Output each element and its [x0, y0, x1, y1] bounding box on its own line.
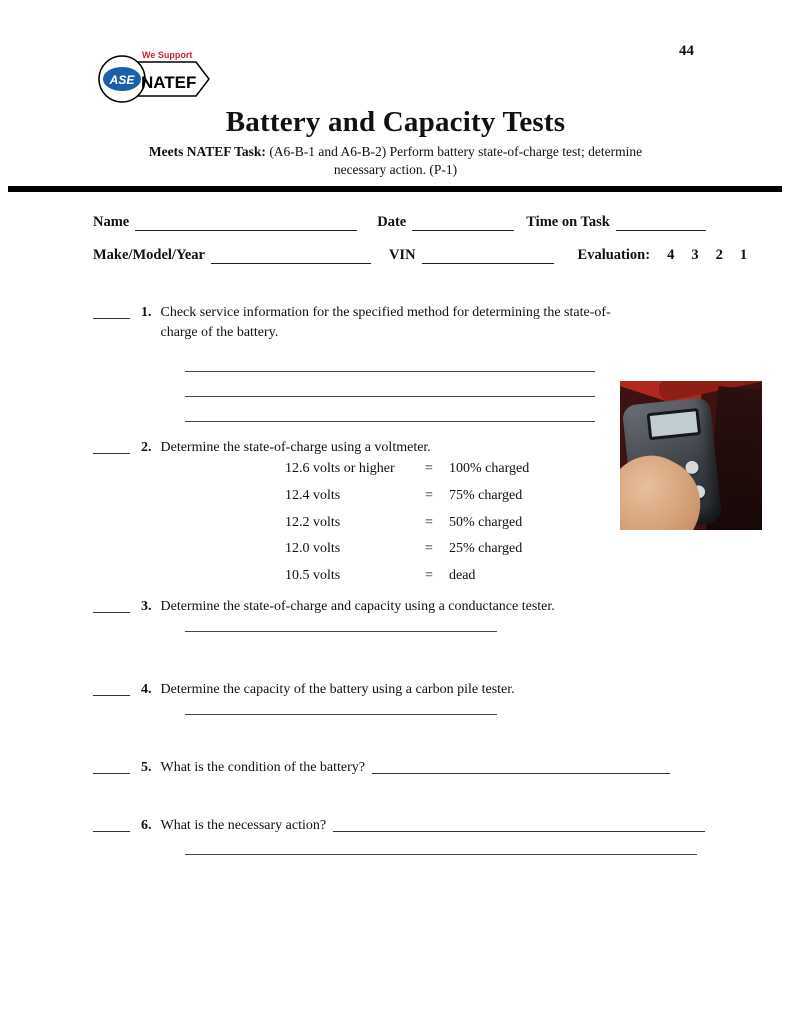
natef-task-label: Meets NATEF Task:: [148, 144, 266, 159]
question-2-text: Determine the state-of-charge using a voltmeter.: [160, 440, 431, 455]
page-number: 44: [679, 43, 694, 59]
vin-label: VIN: [388, 247, 416, 263]
form-row-vehicle: [93, 247, 747, 264]
name-blank: [135, 215, 357, 231]
make-model-year-label: Make/Model/Year: [93, 247, 205, 263]
question-4-text: Determine the capacity of the battery using a carbon pile tester.: [160, 682, 515, 697]
equals-sign: =: [425, 461, 433, 476]
question-3-text: Determine the state-of-charge and capacity using a conductance tester.: [160, 599, 555, 614]
question-5-text: What is the condition of the battery?: [160, 760, 365, 775]
question-3-number: 3.: [141, 599, 152, 614]
natef-task-description: (A6-B-1 and A6-B-2) Perform battery state-of-charge test; determine: [269, 144, 643, 159]
voltage-row-5: [285, 568, 529, 595]
charge-value: 75% charged: [449, 487, 523, 503]
question-2: [93, 438, 431, 458]
voltage-row-3: [285, 515, 529, 542]
time-on-task-label: Time on Task: [526, 214, 610, 230]
make-model-year-blank: [211, 248, 371, 264]
question-6-text: What is the necessary action?: [160, 818, 327, 833]
evaluation-label: Evaluation:: [577, 247, 651, 263]
charge-value: 100% charged: [449, 461, 530, 476]
voltage-chart: [285, 461, 529, 595]
question-2-number: 2.: [141, 440, 152, 455]
question-5-check-blank: [93, 758, 130, 774]
natef-logo-graphic: [94, 44, 218, 104]
question-5: [93, 758, 670, 778]
charge-value: dead: [449, 568, 476, 584]
voltage-value: 12.6 volts or higher: [285, 461, 395, 476]
question-1: [93, 303, 611, 343]
question-6-number: 6.: [141, 818, 152, 833]
voltage-value: 12.4 volts: [285, 487, 341, 503]
equals-sign: =: [425, 487, 433, 503]
question-6: [93, 816, 705, 836]
natef-logo: [94, 44, 218, 104]
voltage-value: 12.2 volts: [285, 514, 341, 530]
time-on-task-blank: [616, 215, 706, 231]
natef-task-line2: necessary action. (P-1): [333, 162, 458, 177]
charge-value: 25% charged: [449, 541, 523, 557]
form-row-identity: [93, 214, 706, 231]
date-label: Date: [377, 214, 407, 230]
equals-sign: =: [425, 541, 433, 557]
question-3: [93, 597, 555, 617]
page-title: Battery and Capacity Tests: [225, 106, 566, 138]
evaluation-score-3: 3: [691, 247, 699, 263]
evaluation-score-4: 4: [667, 247, 675, 263]
equals-sign: =: [425, 514, 433, 530]
question-4-write-line: [185, 714, 497, 715]
question-6-check-blank: [93, 816, 130, 832]
tester-lcd-screen: [647, 408, 702, 440]
question-6-write-line: [185, 854, 697, 855]
question-2-check-blank: [93, 438, 130, 454]
evaluation-score-2: 2: [715, 247, 723, 263]
voltage-value: 10.5 volts: [285, 568, 341, 584]
natef-text: NATEF: [141, 73, 197, 92]
question-3-check-blank: [93, 597, 130, 613]
question-5-answer-blank: [372, 758, 670, 774]
name-label: Name: [93, 214, 130, 230]
date-blank: [412, 215, 514, 231]
header-divider: [8, 186, 782, 192]
question-4-number: 4.: [141, 682, 152, 697]
voltage-value: 12.0 volts: [285, 541, 341, 557]
natef-task-line1: [0, 144, 791, 160]
question-1-write-line-3: [185, 421, 595, 422]
voltage-row-2: [285, 488, 529, 515]
evaluation-score-1: 1: [739, 247, 748, 263]
question-1-number: 1.: [141, 305, 152, 320]
voltage-row-1: [285, 461, 529, 488]
charge-value: 50% charged: [449, 514, 523, 530]
question-3-write-line: [185, 631, 497, 632]
ase-text: ASE: [109, 73, 135, 87]
question-6-answer-blank: [333, 816, 705, 832]
question-1-text: Check service information for the specified method for determining the state-of- charge of the battery.: [160, 305, 611, 340]
we-support-text: We Support: [142, 50, 193, 60]
equals-sign: =: [425, 568, 433, 584]
question-1-check-blank: [93, 303, 130, 319]
question-1-write-line-1: [185, 371, 595, 372]
question-4-check-blank: [93, 680, 130, 696]
question-1-write-line-2: [185, 396, 595, 397]
question-5-number: 5.: [141, 760, 152, 775]
vin-blank: [422, 248, 554, 264]
voltage-row-4: [285, 541, 529, 568]
question-4: [93, 680, 515, 700]
battery-tester-photo: [620, 381, 762, 530]
